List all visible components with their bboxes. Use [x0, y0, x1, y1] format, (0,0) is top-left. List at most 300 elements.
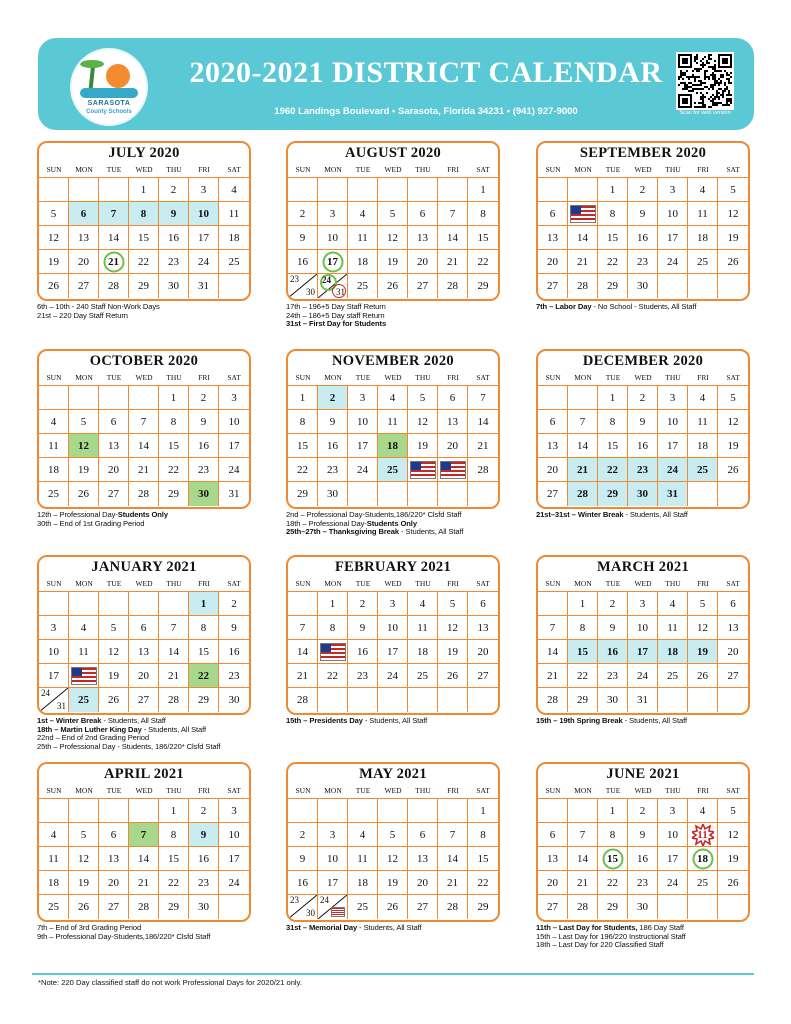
day-cell[interactable] [468, 434, 498, 458]
day-cell[interactable] [628, 178, 658, 202]
day-cell[interactable] [658, 250, 688, 274]
day-cell[interactable] [39, 458, 69, 482]
day-cell[interactable] [598, 664, 628, 688]
day-cell[interactable] [69, 274, 99, 298]
day-cell[interactable] [568, 274, 598, 298]
day-cell[interactable] [468, 640, 498, 664]
day-cell[interactable] [438, 640, 468, 664]
day-cell[interactable] [219, 482, 249, 506]
day-cell[interactable] [688, 592, 718, 616]
day-cell[interactable] [408, 640, 438, 664]
day-cell[interactable] [408, 847, 438, 871]
day-cell[interactable] [159, 640, 189, 664]
day-cell[interactable] [408, 871, 438, 895]
day-cell[interactable] [658, 799, 688, 823]
day-cell[interactable] [598, 640, 628, 664]
day-cell[interactable] [688, 226, 718, 250]
day-cell[interactable] [159, 410, 189, 434]
day-cell[interactable] [378, 458, 408, 482]
day-cell[interactable] [438, 226, 468, 250]
day-cell[interactable] [718, 592, 748, 616]
day-cell[interactable] [538, 410, 568, 434]
day-cell[interactable] [189, 434, 219, 458]
day-cell[interactable] [69, 688, 99, 712]
day-cell[interactable] [318, 386, 348, 410]
day-cell[interactable] [568, 616, 598, 640]
day-cell[interactable] [598, 178, 628, 202]
day-cell[interactable] [628, 616, 658, 640]
day-cell[interactable] [438, 386, 468, 410]
day-cell[interactable] [159, 202, 189, 226]
day-cell[interactable] [598, 458, 628, 482]
day-cell[interactable] [568, 871, 598, 895]
day-cell[interactable] [99, 226, 129, 250]
day-cell[interactable] [219, 688, 249, 712]
day-cell[interactable] [688, 386, 718, 410]
day-cell[interactable] [69, 871, 99, 895]
day-cell[interactable] [688, 871, 718, 895]
day-cell[interactable] [159, 226, 189, 250]
day-cell[interactable] [39, 640, 69, 664]
day-cell[interactable] [159, 847, 189, 871]
day-cell[interactable] [129, 226, 159, 250]
day-cell[interactable] [468, 664, 498, 688]
day-cell[interactable] [189, 895, 219, 919]
day-cell[interactable] [408, 823, 438, 847]
day-cell[interactable] [628, 895, 658, 919]
day-cell[interactable] [189, 664, 219, 688]
day-cell[interactable] [598, 482, 628, 506]
day-cell[interactable] [408, 895, 438, 919]
qr-code-icon[interactable] [676, 52, 734, 110]
day-cell[interactable] [288, 664, 318, 688]
day-cell[interactable] [99, 871, 129, 895]
day-cell[interactable] [408, 202, 438, 226]
day-cell[interactable] [39, 847, 69, 871]
day-cell[interactable] [568, 250, 598, 274]
day-cell[interactable] [598, 274, 628, 298]
day-cell[interactable] [468, 592, 498, 616]
day-cell[interactable] [69, 847, 99, 871]
day-cell[interactable] [408, 592, 438, 616]
day-cell[interactable] [288, 226, 318, 250]
day-cell[interactable] [598, 386, 628, 410]
day-cell[interactable] [159, 250, 189, 274]
day-cell[interactable] [219, 592, 249, 616]
day-cell[interactable] [288, 895, 318, 919]
day-cell[interactable] [189, 688, 219, 712]
day-cell[interactable] [538, 688, 568, 712]
day-cell[interactable] [39, 823, 69, 847]
day-cell[interactable] [318, 616, 348, 640]
day-cell[interactable] [468, 410, 498, 434]
day-cell[interactable] [69, 640, 99, 664]
day-cell[interactable] [219, 434, 249, 458]
day-cell[interactable] [189, 871, 219, 895]
day-cell[interactable] [658, 640, 688, 664]
day-cell[interactable] [598, 434, 628, 458]
day-cell[interactable] [378, 847, 408, 871]
day-cell[interactable] [568, 410, 598, 434]
day-cell[interactable] [189, 458, 219, 482]
day-cell[interactable] [189, 823, 219, 847]
day-cell[interactable] [288, 386, 318, 410]
day-cell[interactable] [378, 386, 408, 410]
day-cell[interactable] [129, 640, 159, 664]
day-cell[interactable] [628, 688, 658, 712]
day-cell[interactable] [568, 847, 598, 871]
day-cell[interactable] [348, 895, 378, 919]
day-cell[interactable] [538, 616, 568, 640]
day-cell[interactable] [568, 688, 598, 712]
day-cell[interactable] [688, 640, 718, 664]
day-cell[interactable] [318, 434, 348, 458]
day-cell[interactable] [69, 458, 99, 482]
day-cell[interactable] [348, 871, 378, 895]
day-cell[interactable] [39, 664, 69, 688]
day-cell[interactable] [538, 458, 568, 482]
day-cell[interactable] [468, 226, 498, 250]
day-cell[interactable] [438, 592, 468, 616]
day-cell[interactable] [219, 799, 249, 823]
day-cell[interactable] [658, 410, 688, 434]
day-cell[interactable] [468, 386, 498, 410]
day-cell[interactable] [318, 664, 348, 688]
day-cell[interactable] [378, 434, 408, 458]
day-cell[interactable] [288, 640, 318, 664]
day-cell[interactable] [69, 250, 99, 274]
day-cell[interactable] [69, 823, 99, 847]
day-cell[interactable] [628, 664, 658, 688]
day-cell[interactable] [658, 592, 688, 616]
day-cell[interactable] [688, 799, 718, 823]
day-cell[interactable] [408, 274, 438, 298]
day-cell[interactable] [219, 664, 249, 688]
day-cell[interactable] [189, 616, 219, 640]
day-cell[interactable] [408, 458, 438, 482]
day-cell[interactable] [658, 226, 688, 250]
day-cell[interactable] [348, 458, 378, 482]
day-cell[interactable] [288, 482, 318, 506]
day-cell[interactable] [718, 250, 748, 274]
day-cell[interactable] [39, 895, 69, 919]
day-cell[interactable] [189, 592, 219, 616]
day-cell[interactable] [99, 434, 129, 458]
day-cell[interactable] [568, 458, 598, 482]
day-cell[interactable] [538, 823, 568, 847]
day-cell[interactable] [318, 250, 348, 274]
day-cell[interactable] [538, 482, 568, 506]
day-cell[interactable] [468, 847, 498, 871]
day-cell[interactable] [568, 434, 598, 458]
day-cell[interactable] [159, 386, 189, 410]
day-cell[interactable] [538, 895, 568, 919]
day-cell[interactable] [288, 410, 318, 434]
day-cell[interactable] [348, 250, 378, 274]
day-cell[interactable] [69, 616, 99, 640]
day-cell[interactable] [159, 823, 189, 847]
day-cell[interactable] [159, 895, 189, 919]
day-cell[interactable] [159, 458, 189, 482]
day-cell[interactable] [568, 482, 598, 506]
day-cell[interactable] [598, 895, 628, 919]
day-cell[interactable] [219, 226, 249, 250]
day-cell[interactable] [159, 688, 189, 712]
day-cell[interactable] [318, 410, 348, 434]
day-cell[interactable] [189, 640, 219, 664]
day-cell[interactable] [628, 274, 658, 298]
day-cell[interactable] [408, 250, 438, 274]
day-cell[interactable] [99, 274, 129, 298]
day-cell[interactable] [348, 616, 378, 640]
day-cell[interactable] [159, 274, 189, 298]
day-cell[interactable] [718, 847, 748, 871]
day-cell[interactable] [718, 823, 748, 847]
day-cell[interactable] [688, 202, 718, 226]
day-cell[interactable] [129, 871, 159, 895]
day-cell[interactable] [378, 410, 408, 434]
day-cell[interactable] [628, 250, 658, 274]
day-cell[interactable] [348, 434, 378, 458]
day-cell[interactable] [129, 847, 159, 871]
day-cell[interactable] [468, 871, 498, 895]
day-cell[interactable] [658, 386, 688, 410]
day-cell[interactable] [69, 410, 99, 434]
day-cell[interactable] [598, 799, 628, 823]
day-cell[interactable] [69, 434, 99, 458]
day-cell[interactable] [348, 274, 378, 298]
day-cell[interactable] [438, 410, 468, 434]
day-cell[interactable] [658, 823, 688, 847]
day-cell[interactable] [438, 664, 468, 688]
day-cell[interactable] [438, 895, 468, 919]
day-cell[interactable] [378, 823, 408, 847]
day-cell[interactable] [628, 202, 658, 226]
day-cell[interactable] [468, 799, 498, 823]
day-cell[interactable] [468, 823, 498, 847]
day-cell[interactable] [129, 250, 159, 274]
day-cell[interactable] [129, 202, 159, 226]
day-cell[interactable] [718, 434, 748, 458]
day-cell[interactable] [438, 274, 468, 298]
day-cell[interactable] [39, 434, 69, 458]
day-cell[interactable] [99, 895, 129, 919]
day-cell[interactable] [99, 250, 129, 274]
day-cell[interactable] [688, 616, 718, 640]
day-cell[interactable] [39, 202, 69, 226]
day-cell[interactable] [438, 823, 468, 847]
day-cell[interactable] [658, 458, 688, 482]
day-cell[interactable] [378, 871, 408, 895]
day-cell[interactable] [688, 458, 718, 482]
day-cell[interactable] [288, 688, 318, 712]
day-cell[interactable] [318, 823, 348, 847]
day-cell[interactable] [628, 482, 658, 506]
day-cell[interactable] [159, 482, 189, 506]
day-cell[interactable] [408, 226, 438, 250]
day-cell[interactable] [628, 458, 658, 482]
day-cell[interactable] [219, 847, 249, 871]
day-cell[interactable] [538, 274, 568, 298]
day-cell[interactable] [348, 640, 378, 664]
day-cell[interactable] [628, 592, 658, 616]
day-cell[interactable] [688, 847, 718, 871]
day-cell[interactable] [628, 410, 658, 434]
day-cell[interactable] [658, 178, 688, 202]
day-cell[interactable] [378, 226, 408, 250]
day-cell[interactable] [69, 664, 99, 688]
day-cell[interactable] [598, 616, 628, 640]
day-cell[interactable] [129, 482, 159, 506]
day-cell[interactable] [129, 664, 159, 688]
day-cell[interactable] [219, 202, 249, 226]
day-cell[interactable] [568, 664, 598, 688]
day-cell[interactable] [99, 640, 129, 664]
day-cell[interactable] [219, 250, 249, 274]
day-cell[interactable] [318, 640, 348, 664]
day-cell[interactable] [348, 664, 378, 688]
day-cell[interactable] [159, 434, 189, 458]
day-cell[interactable] [378, 592, 408, 616]
day-cell[interactable] [598, 823, 628, 847]
day-cell[interactable] [718, 616, 748, 640]
day-cell[interactable] [468, 895, 498, 919]
day-cell[interactable] [129, 616, 159, 640]
day-cell[interactable] [718, 410, 748, 434]
day-cell[interactable] [69, 202, 99, 226]
day-cell[interactable] [288, 434, 318, 458]
day-cell[interactable] [129, 434, 159, 458]
day-cell[interactable] [99, 664, 129, 688]
day-cell[interactable] [538, 250, 568, 274]
day-cell[interactable] [378, 274, 408, 298]
day-cell[interactable] [288, 847, 318, 871]
day-cell[interactable] [348, 386, 378, 410]
day-cell[interactable] [129, 410, 159, 434]
day-cell[interactable] [628, 434, 658, 458]
day-cell[interactable] [598, 250, 628, 274]
day-cell[interactable] [438, 871, 468, 895]
day-cell[interactable] [438, 250, 468, 274]
day-cell[interactable] [538, 664, 568, 688]
day-cell[interactable] [99, 482, 129, 506]
day-cell[interactable] [318, 202, 348, 226]
day-cell[interactable] [39, 688, 69, 712]
day-cell[interactable] [538, 847, 568, 871]
day-cell[interactable] [538, 871, 568, 895]
day-cell[interactable] [189, 847, 219, 871]
day-cell[interactable] [348, 202, 378, 226]
day-cell[interactable] [159, 178, 189, 202]
day-cell[interactable] [288, 274, 318, 298]
day-cell[interactable] [658, 202, 688, 226]
day-cell[interactable] [408, 410, 438, 434]
day-cell[interactable] [129, 895, 159, 919]
day-cell[interactable] [468, 202, 498, 226]
day-cell[interactable] [718, 458, 748, 482]
day-cell[interactable] [39, 410, 69, 434]
day-cell[interactable] [568, 823, 598, 847]
day-cell[interactable] [69, 895, 99, 919]
day-cell[interactable] [159, 871, 189, 895]
day-cell[interactable] [39, 226, 69, 250]
day-cell[interactable] [628, 226, 658, 250]
day-cell[interactable] [129, 274, 159, 298]
day-cell[interactable] [598, 226, 628, 250]
day-cell[interactable] [99, 688, 129, 712]
day-cell[interactable] [598, 592, 628, 616]
day-cell[interactable] [189, 799, 219, 823]
day-cell[interactable] [378, 616, 408, 640]
day-cell[interactable] [159, 799, 189, 823]
day-cell[interactable] [99, 410, 129, 434]
day-cell[interactable] [129, 823, 159, 847]
day-cell[interactable] [189, 250, 219, 274]
day-cell[interactable] [69, 482, 99, 506]
day-cell[interactable] [348, 592, 378, 616]
day-cell[interactable] [718, 640, 748, 664]
day-cell[interactable] [688, 250, 718, 274]
day-cell[interactable] [468, 458, 498, 482]
day-cell[interactable] [718, 226, 748, 250]
day-cell[interactable] [189, 202, 219, 226]
day-cell[interactable] [468, 250, 498, 274]
day-cell[interactable] [318, 871, 348, 895]
day-cell[interactable] [39, 250, 69, 274]
day-cell[interactable] [318, 226, 348, 250]
day-cell[interactable] [718, 664, 748, 688]
day-cell[interactable] [438, 847, 468, 871]
day-cell[interactable] [318, 592, 348, 616]
day-cell[interactable] [538, 226, 568, 250]
day-cell[interactable] [568, 895, 598, 919]
day-cell[interactable] [688, 178, 718, 202]
day-cell[interactable] [408, 386, 438, 410]
day-cell[interactable] [348, 226, 378, 250]
day-cell[interactable] [538, 202, 568, 226]
day-cell[interactable] [288, 458, 318, 482]
day-cell[interactable] [468, 178, 498, 202]
day-cell[interactable] [568, 592, 598, 616]
day-cell[interactable] [129, 178, 159, 202]
day-cell[interactable] [438, 616, 468, 640]
day-cell[interactable] [129, 458, 159, 482]
day-cell[interactable] [189, 482, 219, 506]
day-cell[interactable] [39, 482, 69, 506]
day-cell[interactable] [318, 458, 348, 482]
day-cell[interactable] [658, 847, 688, 871]
day-cell[interactable] [129, 688, 159, 712]
day-cell[interactable] [568, 202, 598, 226]
day-cell[interactable] [408, 664, 438, 688]
day-cell[interactable] [628, 640, 658, 664]
day-cell[interactable] [348, 410, 378, 434]
day-cell[interactable] [468, 274, 498, 298]
day-cell[interactable] [438, 434, 468, 458]
day-cell[interactable] [219, 616, 249, 640]
day-cell[interactable] [189, 410, 219, 434]
day-cell[interactable] [189, 178, 219, 202]
day-cell[interactable] [718, 178, 748, 202]
day-cell[interactable] [288, 823, 318, 847]
day-cell[interactable] [219, 871, 249, 895]
day-cell[interactable] [378, 664, 408, 688]
day-cell[interactable] [718, 386, 748, 410]
day-cell[interactable] [219, 410, 249, 434]
day-cell[interactable] [189, 386, 219, 410]
day-cell[interactable] [39, 616, 69, 640]
day-cell[interactable] [288, 250, 318, 274]
